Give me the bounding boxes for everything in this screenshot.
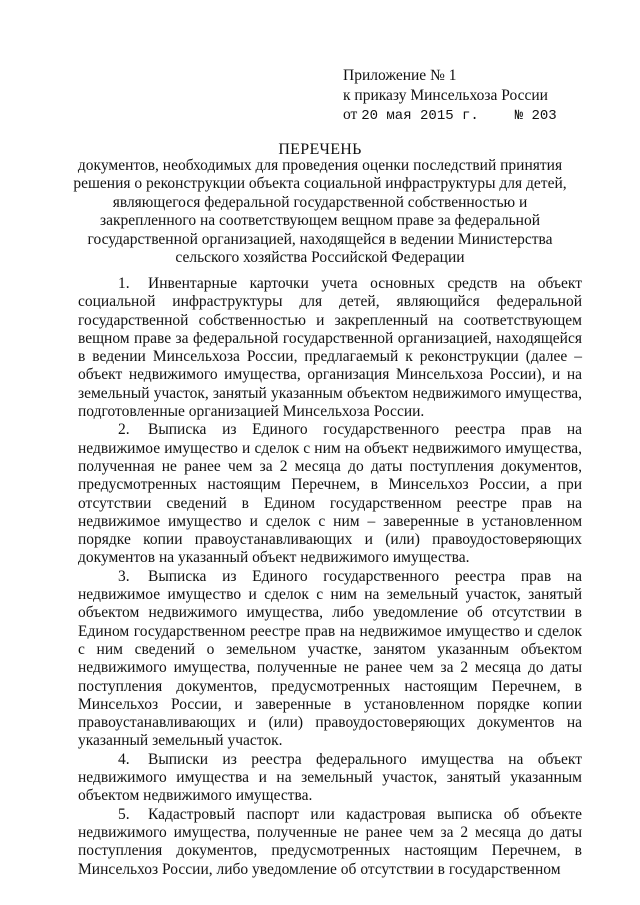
list-item: [78, 806, 582, 879]
document-title: ПЕРЕЧЕНЬ: [278, 141, 362, 158]
item-number: 4.: [118, 750, 130, 768]
item-text: Выписка из Единого государственного реестра прав на недвижимое имущество и сделок с ним на земельный участок, занятый объектом недвижимого имущества, либо уведомление об отсутствии в Едином государственном реестре прав на недвижимое имущество и сделок с ним сведений о земельном участке, занятом указанным объектом недвижимого имущества, полученные не ранее чем за 2 месяца до даты поступления документов, предусмотренных настоящим Перечнем, в Минсельхоз России, и заверенные в установленном порядке копии правоустанавливающих и (или) правоудостоверяющих документов на указанный земельный участок.: [78, 567, 582, 750]
item-text: Выписки из реестра федерального имущества на объект недвижимого имущества и на земельный участок, занятый указанным объектом недвижимого имущества.: [78, 750, 582, 805]
appendix-header: [343, 66, 603, 127]
item-text: Инвентарные карточки учета основных средств на объект социальной инфраструктуры для детей, являющийся федеральной государственной собственностью и закрепленный на соответствующем вещном праве за федеральной государственной организацией, находящейся в ведении Минсельхоза России, предлагаемый к реконструкции (далее – объект недвижимого имущества, организация Минсельхоза России), и на земельный участок, занятый указанным объектом недвижимого имущества, подготовленные организацией Минсельхоза России.: [78, 275, 582, 421]
item-text: Кадастровый паспорт или кадастровая выписка об объекте недвижимого имущества, полученные не ранее чем за 2 месяца до даты поступления документов, предусмотренных настоящим Перечнем, в Минсельхоз России, либо уведомление об отсутствии в государственном: [78, 805, 582, 878]
list-item: [78, 275, 582, 421]
item-number: 2.: [118, 421, 130, 439]
order-number: № 203: [514, 108, 557, 124]
appendix-date-line: [343, 105, 603, 127]
list-item: [78, 751, 582, 806]
appendix-label: Приложение № 1: [343, 67, 457, 84]
date-prefix: от: [343, 106, 358, 123]
appendix-order-reference: к приказу Минсельхоза России: [343, 86, 548, 104]
item-number: 1.: [118, 275, 130, 292]
item-text: Выписка из Единого государственного реестра прав на недвижимое имущество и сделок с ним на объект недвижимого имущества, полученная не ранее чем за 2 месяца до даты поступления документов, предусмотренных настоящим Перечнем, в Минсельхоз России, а при отсутствии сведений в Едином государственном реестре прав на недвижимое имущество и сделок с ним – заверенные в установленном порядке копии правоустанавливающих и (или) правоудостоверяющих документов на указанный объект недвижимого имущества.: [78, 421, 582, 567]
list-item: [78, 568, 582, 751]
item-number: 3.: [118, 567, 130, 585]
list-item: [78, 421, 582, 567]
document-body: [78, 275, 582, 879]
order-date: 20 мая 2015 г.: [361, 108, 479, 124]
document-subtitle: документов, необходимых для проведения оценки последствий принятия решения о реконструкции объекта социальной инфраструктуры для детей, являющегося федеральной государственной собственностью и закрепленного на соответствующем вещном праве за федеральной государственной организацией, находящейся в ведении Министерства сельского хозяйства Российской Федерации: [73, 157, 567, 267]
item-number: 5.: [118, 805, 130, 823]
